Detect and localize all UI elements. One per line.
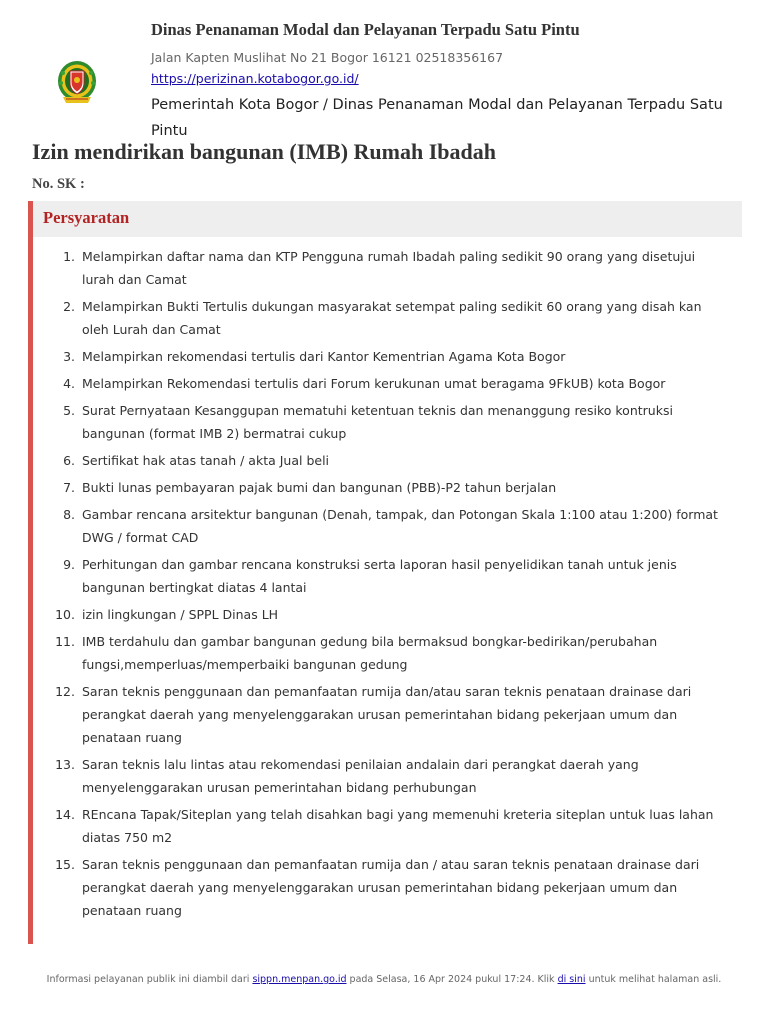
list-item-text: Sertifikat hak atas tanah / akta Jual beli <box>82 453 330 468</box>
list-item-number: 7. <box>63 480 75 495</box>
org-name: Dinas Penanaman Modal dan Pelayanan Terpadu Satu Pintu <box>151 20 580 39</box>
list-item-text: Melampirkan rekomendasi tertulis dari Kantor Kementrian Agama Kota Bogor <box>82 349 566 364</box>
list-item-number: 3. <box>63 349 75 364</box>
list-item <box>33 372 742 395</box>
list-item-number: 9. <box>63 557 75 572</box>
org-address: Jalan Kapten Muslihat No 21 Bogor 16121 02518356167 <box>151 50 504 65</box>
footer-middle: pada Selasa, 16 Apr 2024 pukul 17:24. Klik <box>349 974 555 985</box>
list-item-text: Perhitungan dan gambar rencana konstruksi serta laporan hasil penyelidikan tanah untuk jenis bangunan bertingkat diatas 4 lantai <box>82 557 677 595</box>
requirements-list <box>33 245 742 926</box>
page-header <box>0 0 768 140</box>
list-item-text: Saran teknis penggunaan dan pemanfaatan rumija dan / atau saran teknis penataan drainase dari perangkat daerah yang menyelenggarakan urusan pemerintahan bidang pekerjaan umum dan penataan ruang <box>82 857 700 918</box>
list-item <box>33 680 742 749</box>
list-item <box>33 295 742 341</box>
list-item <box>33 503 742 549</box>
website-link[interactable]: https://perizinan.kotabogor.go.id/ <box>151 71 359 86</box>
list-item-number: 4. <box>63 376 75 391</box>
list-item <box>33 553 742 599</box>
page-footer <box>0 972 768 988</box>
list-item-number: 10. <box>55 607 75 622</box>
list-item <box>33 345 742 368</box>
city-emblem-icon <box>57 59 97 107</box>
list-item <box>33 853 742 922</box>
list-item-text: Melampirkan daftar nama dan KTP Pengguna rumah Ibadah paling sedikit 90 orang yang disetujui lurah dan Camat <box>82 249 696 287</box>
list-item-number: 15. <box>55 857 75 872</box>
list-item <box>33 399 742 445</box>
list-item <box>33 476 742 499</box>
list-item-number: 6. <box>63 453 75 468</box>
list-item-text: REncana Tapak/Siteplan yang telah disahkan bagi yang memenuhi kreteria siteplan untuk luas lahan diatas 750 m2 <box>82 807 714 845</box>
list-item <box>33 803 742 849</box>
requirements-title: Persyaratan <box>43 208 130 227</box>
footer-suffix: untuk melihat halaman asli. <box>588 974 722 985</box>
list-item-text: Melampirkan Rekomendasi tertulis dari Forum kerukunan umat beragama 9FkUB) kota Bogor <box>82 376 666 391</box>
list-item-text: Saran teknis penggunaan dan pemanfaatan rumija dan/atau saran teknis penataan drainase dari perangkat daerah yang menyelenggarakan urusan pemerintahan bidang pekerjaan umum dan penataan ruang <box>82 684 692 745</box>
list-item-text: Bukti lunas pembayaran pajak bumi dan bangunan (PBB)-P2 tahun berjalan <box>82 480 557 495</box>
list-item-number: 14. <box>55 807 75 822</box>
government-breadcrumb: Pemerintah Kota Bogor / Dinas Penanaman Modal dan Pelayanan Terpadu Satu Pintu <box>151 97 723 139</box>
original-page-link[interactable]: di sini <box>557 974 586 985</box>
list-item-number: 5. <box>63 403 75 418</box>
list-item-number: 13. <box>55 757 75 772</box>
page-title: Izin mendirikan bangunan (IMB) Rumah Ibadah <box>32 139 496 164</box>
list-item <box>33 603 742 626</box>
list-item-number: 11. <box>55 634 75 649</box>
requirements-section <box>28 201 742 944</box>
list-item-text: Saran teknis lalu lintas atau rekomendasi penilaian andalain dari perangkat daerah yang menyelenggarakan urusan pemerintahan bidang perhubungan <box>82 757 639 795</box>
source-link[interactable]: sippn.menpan.go.id <box>252 974 347 985</box>
list-item-text: IMB terdahulu dan gambar bangunan gedung bila bermaksud bongkar-bedirikan/perubahan fungsi,memperluas/memperbaiki bangunan gedung <box>82 634 658 672</box>
list-item-number: 8. <box>63 507 75 522</box>
list-item-number: 2. <box>63 299 75 314</box>
list-item <box>33 753 742 799</box>
header-text <box>151 18 751 144</box>
list-item <box>33 245 742 291</box>
sk-number-label: No. SK : <box>32 176 85 192</box>
list-item-text: Gambar rencana arsitektur bangunan (Denah, tampak, dan Potongan Skala 1:100 atau 1:200) format DWG / format CAD <box>82 507 718 545</box>
list-item-text: izin lingkungan / SPPL Dinas LH <box>82 607 279 622</box>
list-item-number: 1. <box>63 249 75 264</box>
list-item-number: 12. <box>55 684 75 699</box>
footer-prefix: Informasi pelayanan publik ini diambil dari <box>46 974 250 985</box>
requirements-header <box>33 201 742 237</box>
list-item <box>33 449 742 472</box>
list-item <box>33 630 742 676</box>
list-item-text: Surat Pernyataan Kesanggupan mematuhi ketentuan teknis dan menanggung resiko kontruksi bangunan (format IMB 2) bermatrai cukup <box>82 403 673 441</box>
list-item-text: Melampirkan Bukti Tertulis dukungan masyarakat setempat paling sedikit 60 orang yang disah kan oleh Lurah dan Camat <box>82 299 702 337</box>
